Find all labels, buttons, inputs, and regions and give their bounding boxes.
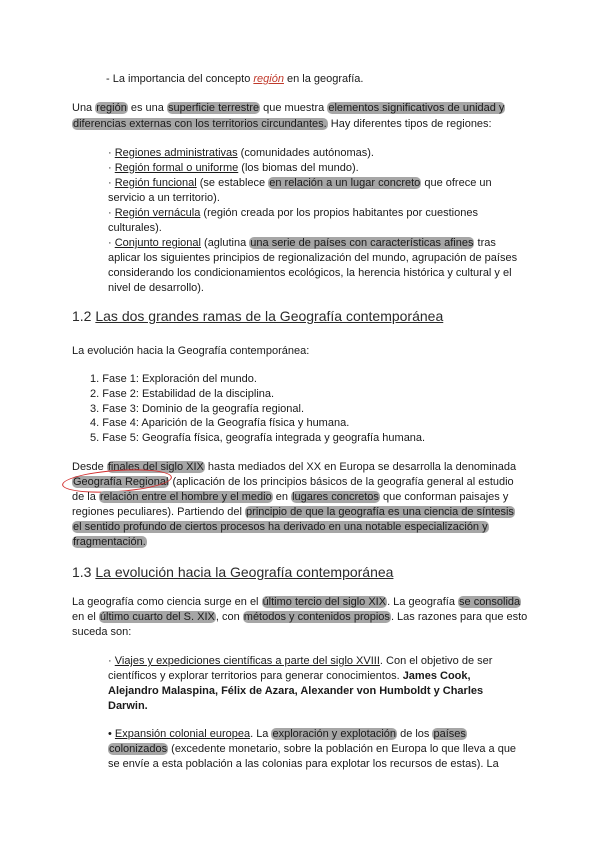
reason-expansion-line-1: • Expansión colonial europea. La exploración y explotación de los países	[108, 728, 466, 740]
region-type-conjunto: · Conjunto regional (aglutina una serie de países con características afines tras	[108, 237, 496, 249]
definition-line-2: diferencias externas con los territorios circundantes. Hay diferentes tipos de regiones:	[73, 118, 492, 130]
phase-item: 1. Fase 1: Exploración del mundo.	[90, 373, 257, 385]
regional-paragraph-line-4: regiones peculiares). Partiendo del principio de que la geografía es una ciencia de síntesis	[72, 506, 514, 518]
region-type-vernacula-cont: culturales).	[108, 222, 162, 234]
reason-expansion-line-3: se envíe a esta población a las colonias para explotar los recursos de estas). La	[108, 758, 499, 770]
phase-item: 5. Fase 5: Geografía física, geografía integrada y geografía humana.	[90, 432, 426, 444]
region-type-conjunto-cont-1: aplicar los siguientes principios de regionalización del mundo, agrupación de países	[108, 252, 518, 264]
region-type-funcional: · Región funcional (se establece en relación a un lugar concreto que ofrece un	[108, 177, 492, 189]
evolution-intro: La evolución hacia la Geografía contemporánea:	[72, 345, 310, 357]
regional-paragraph-line-6: fragmentación.	[73, 536, 146, 548]
phase-item: 3. Fase 3: Dominio de la geografía regional.	[90, 403, 305, 415]
region-type-formal: · Región formal o uniforme (los biomas del mundo).	[108, 162, 359, 174]
definition-line-1: Una región es una superficie terrestre que muestra elementos significativos de unidad y	[72, 102, 505, 114]
reason-viajes-line-3: Alejandro Malaspina, Félix de Azara, Alexander von Humboldt y Charles	[108, 685, 484, 697]
section-heading-1-2: 1.2 Las dos grandes ramas de la Geografía contemporánea	[72, 308, 444, 324]
science-paragraph-line-1: La geografía como ciencia surge en el último tercio del siglo XIX. La geografía se consolida	[72, 596, 521, 608]
phase-item: 2. Fase 2: Estabilidad de la disciplina.	[90, 388, 275, 400]
region-type-conjunto-cont-2: considerando los condicionamientos ecológicos, la herencia histórica y cultural y el	[108, 267, 512, 279]
geografia-regional-term: Geografía Regional	[73, 476, 169, 488]
region-type-vernacula: · Región vernácula (región creada por los propios habitantes por cuestiones	[108, 207, 478, 219]
regional-paragraph-line-1: Desde finales del siglo XIX hasta mediados del XX en Europa se desarrolla la denominada	[72, 461, 517, 473]
reason-viajes-line-2: científicos y explorar territorios para generar conocimientos. James Cook,	[108, 670, 471, 682]
region-type-administrativa: · Regiones administrativas (comunidades autónomas).	[108, 147, 374, 159]
region-term: región	[253, 73, 284, 85]
regional-paragraph-line-5: el sentido profundo de ciertos procesos ha derivado en una notable especialización y	[73, 521, 488, 533]
regional-paragraph-line-2: Geografía Regional (aplicación de los principios básicos de la geografía general al estudio	[73, 476, 514, 488]
reason-expansion-line-2: colonizados (excedente monetario, sobre la población en Europa lo que lleva a que	[109, 743, 517, 755]
regional-paragraph-line-3: de la relación entre el hombre y el medio en lugares concretos que conforman paisajes y	[72, 491, 509, 503]
reason-viajes-line-1: · Viajes y expediciones científicas a parte del siglo XVIII. Con el objetivo de ser	[108, 655, 493, 667]
region-type-funcional-cont: servicio a un territorio).	[108, 192, 220, 204]
reason-viajes-line-4: Darwin.	[108, 700, 148, 712]
science-paragraph-line-2: en el último cuarto del S. XIX, con métodos y contenidos propios. Las razones para que esto	[72, 611, 528, 623]
science-paragraph-line-3: suceda son:	[72, 626, 132, 638]
phase-item: 4. Fase 4: Aparición de la Geografía física y humana.	[90, 417, 350, 429]
section-heading-1-3: 1.3 La evolución hacia la Geografía contemporánea	[72, 564, 394, 580]
topic-line: - La importancia del concepto región en la geografía.	[106, 73, 364, 85]
region-type-conjunto-cont-3: nivel de desarrollo).	[108, 282, 204, 294]
